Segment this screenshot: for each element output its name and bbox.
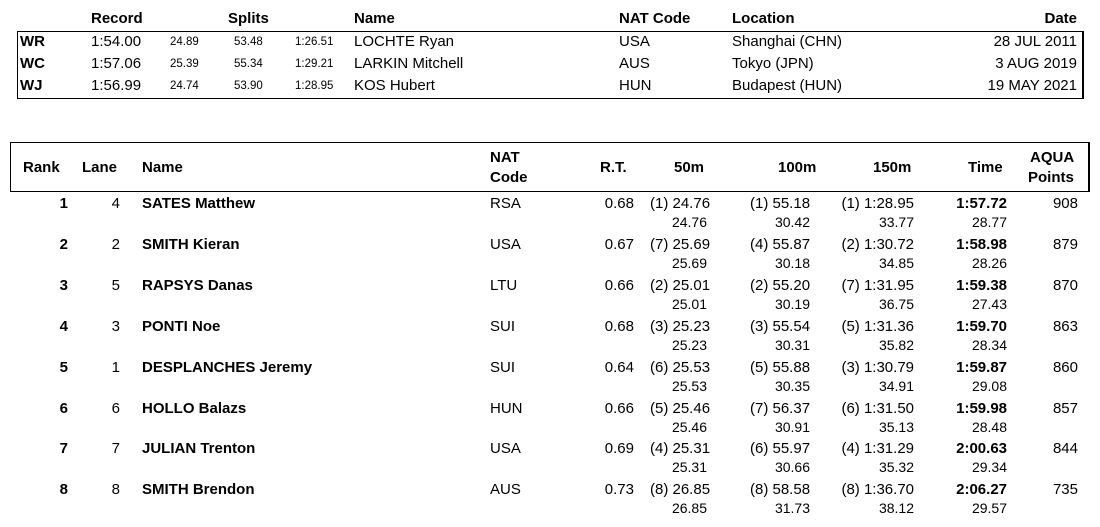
record-split-150: 1:29.21 bbox=[295, 58, 334, 70]
nat-code: USA bbox=[490, 235, 521, 253]
aqua-points: 860 bbox=[1052, 358, 1078, 376]
swimmer-name: SMITH Kieran bbox=[142, 235, 240, 253]
records-header-record: Record bbox=[91, 10, 143, 27]
record-split-50: 24.89 bbox=[170, 36, 199, 48]
header-name: Name bbox=[142, 159, 183, 176]
split-50m: (1) 24.76 bbox=[650, 195, 711, 212]
nat-code: LTU bbox=[490, 276, 518, 294]
lane: 6 bbox=[111, 399, 120, 417]
records-header-nat-code: NAT Code bbox=[619, 10, 691, 27]
rank: 8 bbox=[59, 481, 68, 499]
final-time: 1:58.98 bbox=[956, 235, 1007, 253]
final-time: 2:06.27 bbox=[956, 481, 1007, 499]
final-lap: 28.26 bbox=[971, 254, 1007, 271]
split-50m-lap: 25.46 bbox=[671, 418, 707, 435]
record-date: 19 MAY 2021 bbox=[987, 77, 1077, 94]
record-nat: AUS bbox=[619, 55, 650, 72]
aqua-points: 857 bbox=[1052, 399, 1078, 417]
split-50m-lap: 26.85 bbox=[671, 500, 707, 517]
final-time: 2:00.63 bbox=[956, 440, 1007, 458]
split-150m: (3) 1:30.79 bbox=[841, 358, 914, 376]
lane: 7 bbox=[111, 440, 120, 458]
split-150m-lap: 34.91 bbox=[878, 377, 914, 394]
final-lap: 29.08 bbox=[971, 377, 1007, 394]
split-150m: (4) 1:31.29 bbox=[841, 440, 914, 458]
record-split-50: 24.74 bbox=[170, 80, 199, 92]
swimmer-name: HOLLO Balazs bbox=[142, 399, 247, 417]
nat-code: USA bbox=[490, 440, 521, 458]
split-100m-lap: 30.42 bbox=[774, 214, 810, 230]
header-time: Time bbox=[968, 159, 1003, 176]
split-100m-lap: 30.18 bbox=[774, 254, 810, 271]
result-row bbox=[10, 400, 1090, 440]
record-split-100: 55.34 bbox=[234, 58, 263, 70]
lane: 4 bbox=[111, 195, 120, 212]
nat-code: RSA bbox=[490, 195, 521, 212]
header-aqua: AQUA bbox=[1030, 149, 1075, 166]
aqua-points: 870 bbox=[1052, 276, 1078, 294]
reaction-time: 0.68 bbox=[604, 317, 634, 335]
split-50m-lap: 25.53 bbox=[671, 377, 707, 394]
nat-code: AUS bbox=[490, 481, 521, 499]
results-table bbox=[10, 142, 1090, 527]
record-time: 1:56.99 bbox=[91, 77, 142, 94]
final-lap: 29.57 bbox=[971, 500, 1007, 517]
result-row bbox=[10, 359, 1090, 399]
nat-code: SUI bbox=[490, 317, 516, 335]
reaction-time: 0.64 bbox=[604, 358, 634, 376]
split-150m: (2) 1:30.72 bbox=[841, 235, 914, 253]
split-50m-lap: 24.76 bbox=[671, 214, 707, 230]
record-holder-name: KOS Hubert bbox=[354, 77, 435, 94]
reaction-time: 0.66 bbox=[604, 276, 634, 294]
split-150m-lap: 35.13 bbox=[878, 418, 914, 435]
rank: 4 bbox=[59, 317, 68, 335]
split-100m-lap: 31.73 bbox=[774, 500, 810, 517]
final-lap: 28.34 bbox=[971, 336, 1007, 353]
split-50m: (8) 26.85 bbox=[650, 481, 711, 499]
record-nat: HUN bbox=[619, 77, 652, 94]
record-location: Tokyo (JPN) bbox=[732, 55, 814, 72]
split-100m: (7) 56.37 bbox=[750, 399, 811, 417]
record-code: WC bbox=[20, 55, 45, 72]
header-code: Code bbox=[490, 169, 528, 186]
rank: 3 bbox=[59, 276, 68, 294]
lane: 1 bbox=[111, 358, 120, 376]
aqua-points: 908 bbox=[1052, 195, 1078, 212]
swimmer-name: JULIAN Trenton bbox=[142, 440, 256, 458]
split-100m-lap: 30.35 bbox=[774, 377, 810, 394]
rank: 7 bbox=[59, 440, 68, 458]
final-lap: 28.48 bbox=[971, 418, 1007, 435]
split-100m: (3) 55.54 bbox=[750, 317, 811, 335]
aqua-points: 863 bbox=[1052, 317, 1078, 335]
split-100m: (8) 58.58 bbox=[750, 481, 811, 499]
split-50m-lap: 25.69 bbox=[671, 254, 707, 271]
aqua-points: 844 bbox=[1052, 440, 1078, 458]
split-150m-lap: 36.75 bbox=[878, 295, 914, 312]
record-row-wj bbox=[17, 75, 1083, 97]
rank: 1 bbox=[59, 195, 68, 212]
header-nat: NAT bbox=[490, 149, 520, 166]
result-row bbox=[10, 236, 1090, 276]
final-time: 1:59.87 bbox=[956, 358, 1007, 376]
split-100m-lap: 30.19 bbox=[774, 295, 810, 312]
split-100m-lap: 30.66 bbox=[774, 459, 810, 476]
record-split-150: 1:26.51 bbox=[295, 36, 334, 48]
reaction-time: 0.67 bbox=[604, 235, 634, 253]
final-time: 1:59.38 bbox=[956, 276, 1007, 294]
reaction-time: 0.69 bbox=[604, 440, 634, 458]
record-row-wc bbox=[17, 53, 1083, 75]
records-header-splits: Splits bbox=[228, 10, 269, 27]
reaction-time: 0.66 bbox=[604, 399, 634, 417]
record-location: Budapest (HUN) bbox=[732, 77, 843, 94]
final-time: 1:59.70 bbox=[956, 317, 1007, 335]
split-50m: (4) 25.31 bbox=[650, 440, 711, 458]
record-code: WR bbox=[20, 33, 45, 50]
record-code: WJ bbox=[20, 77, 43, 94]
split-50m: (6) 25.53 bbox=[650, 358, 711, 376]
split-50m: (2) 25.01 bbox=[650, 276, 711, 294]
final-time: 1:59.98 bbox=[956, 399, 1007, 417]
split-150m-lap: 33.77 bbox=[878, 214, 914, 230]
header-rank: Rank bbox=[23, 159, 60, 176]
rank: 2 bbox=[59, 235, 68, 253]
records-header-name: Name bbox=[354, 10, 395, 27]
split-100m: (2) 55.20 bbox=[750, 276, 811, 294]
aqua-points: 735 bbox=[1052, 481, 1078, 499]
record-row-wr bbox=[17, 31, 1083, 53]
record-time: 1:54.00 bbox=[91, 33, 142, 50]
split-150m-lap: 35.82 bbox=[878, 336, 914, 353]
nat-code: SUI bbox=[490, 358, 516, 376]
rank: 5 bbox=[59, 358, 68, 376]
split-50m-lap: 25.31 bbox=[671, 459, 707, 476]
reaction-time: 0.68 bbox=[604, 195, 634, 212]
split-150m-lap: 38.12 bbox=[878, 500, 914, 517]
split-50m: (5) 25.46 bbox=[650, 399, 711, 417]
record-time: 1:57.06 bbox=[91, 55, 142, 72]
swimmer-name: DESPLANCHES Jeremy bbox=[142, 358, 313, 376]
reaction-time: 0.73 bbox=[604, 481, 634, 499]
split-150m-lap: 34.85 bbox=[878, 254, 914, 271]
record-holder-name: LARKIN Mitchell bbox=[354, 55, 464, 72]
header-split-150m: 150m bbox=[873, 159, 912, 176]
record-split-100: 53.90 bbox=[234, 80, 263, 92]
split-50m: (3) 25.23 bbox=[650, 317, 711, 335]
header-reaction-time: R.T. bbox=[600, 159, 627, 176]
split-100m-lap: 30.31 bbox=[774, 336, 810, 353]
header-points: Points bbox=[1028, 169, 1074, 186]
swimmer-name: RAPSYS Danas bbox=[142, 276, 253, 294]
final-lap: 27.43 bbox=[971, 295, 1007, 312]
records-header-location: Location bbox=[732, 10, 795, 27]
result-row bbox=[10, 440, 1090, 480]
split-100m: (6) 55.97 bbox=[750, 440, 811, 458]
split-150m: (7) 1:31.95 bbox=[841, 276, 914, 294]
split-50m-lap: 25.23 bbox=[671, 336, 707, 353]
final-lap: 29.34 bbox=[971, 459, 1007, 476]
record-split-100: 53.48 bbox=[234, 36, 263, 48]
lane: 8 bbox=[111, 481, 120, 499]
result-row bbox=[10, 195, 1090, 235]
lane: 5 bbox=[111, 276, 120, 294]
record-holder-name: LOCHTE Ryan bbox=[354, 33, 455, 50]
split-150m: (1) 1:28.95 bbox=[841, 195, 914, 212]
split-150m: (5) 1:31.36 bbox=[841, 317, 914, 335]
split-150m: (8) 1:36.70 bbox=[841, 481, 914, 499]
result-row bbox=[10, 481, 1090, 521]
record-split-50: 25.39 bbox=[170, 58, 199, 70]
swimmer-name: SATES Matthew bbox=[142, 195, 256, 212]
split-100m: (4) 55.87 bbox=[750, 235, 811, 253]
swimmer-name: SMITH Brendon bbox=[142, 481, 255, 499]
record-date: 3 AUG 2019 bbox=[995, 55, 1077, 72]
aqua-points: 879 bbox=[1052, 235, 1078, 253]
split-50m-lap: 25.01 bbox=[671, 295, 707, 312]
split-100m: (1) 55.18 bbox=[750, 195, 811, 212]
record-split-150: 1:28.95 bbox=[295, 80, 334, 92]
lane: 2 bbox=[111, 235, 120, 253]
nat-code: HUN bbox=[490, 399, 523, 417]
split-100m-lap: 30.91 bbox=[774, 418, 810, 435]
split-150m: (6) 1:31.50 bbox=[841, 399, 914, 417]
split-50m: (7) 25.69 bbox=[650, 235, 711, 253]
rank: 6 bbox=[59, 399, 68, 417]
final-lap: 28.77 bbox=[971, 214, 1007, 230]
result-row bbox=[10, 318, 1090, 358]
header-lane: Lane bbox=[82, 159, 118, 176]
records-table bbox=[17, 7, 1083, 97]
swimmer-name: PONTI Noe bbox=[142, 317, 221, 335]
records-header-date: Date bbox=[1044, 10, 1077, 27]
lane: 3 bbox=[111, 317, 120, 335]
header-split-100m: 100m bbox=[778, 159, 817, 176]
record-location: Shanghai (CHN) bbox=[732, 33, 843, 50]
header-split-50m: 50m bbox=[674, 159, 705, 176]
result-row bbox=[10, 277, 1090, 317]
record-nat: USA bbox=[619, 33, 650, 50]
final-time: 1:57.72 bbox=[956, 195, 1007, 212]
record-date: 28 JUL 2011 bbox=[993, 33, 1077, 50]
split-100m: (5) 55.88 bbox=[750, 358, 811, 376]
split-150m-lap: 35.32 bbox=[878, 459, 914, 476]
